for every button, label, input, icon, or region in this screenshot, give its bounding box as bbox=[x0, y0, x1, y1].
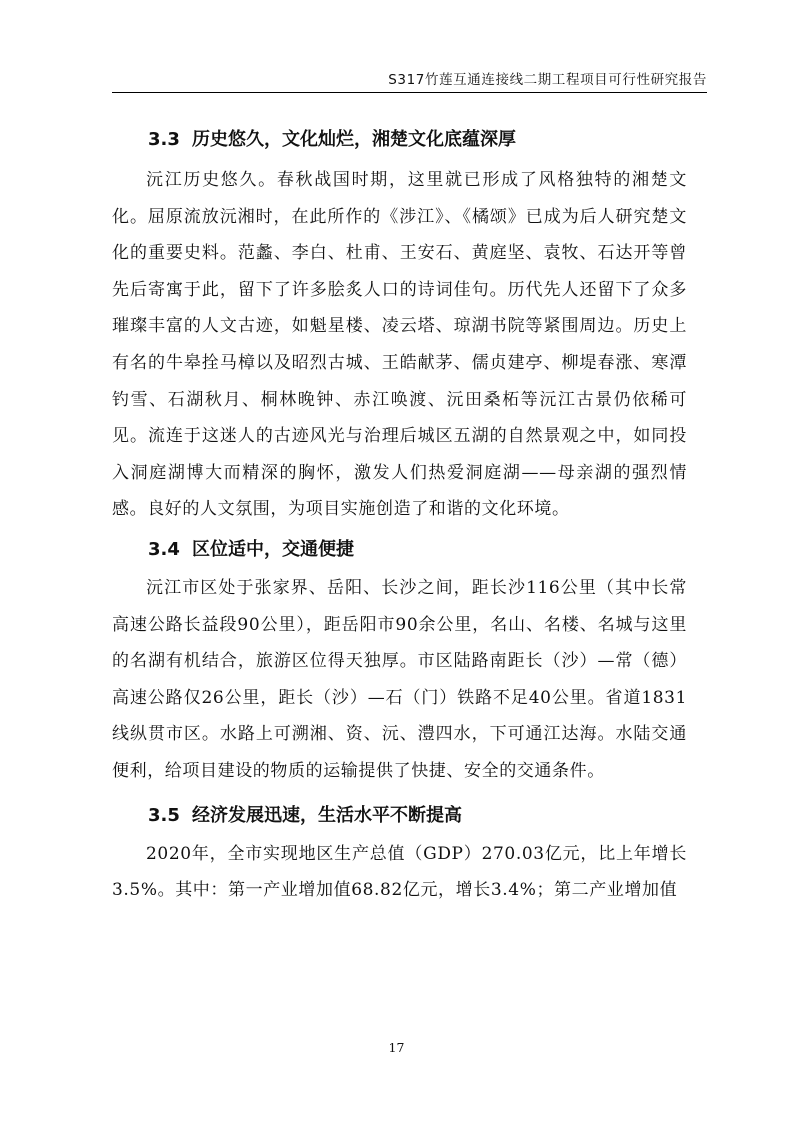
document-body bbox=[112, 122, 687, 909]
section-number: 3.5 bbox=[148, 804, 180, 826]
section-number: 3.4 bbox=[148, 538, 180, 560]
section-heading bbox=[112, 532, 687, 568]
section-paragraph: 沅江市区处于张家界、岳阳、长沙之间，距长沙116公里（其中长常高速公路长益段90公里），距岳阳市90余公里，名山、名楼、名城与这里的名湖有机结合，旅游区位得天独厚。市区陆路南距长（沙）—常（德）高速公路仅26公里，距长（沙）—石（门）铁路不足40公里。省道1831线纵贯市区。水路上可溯湘、资、沅、澧四水，下可通江达海。水陆交通便利，给项目建设的物质的运输提供了快捷、安全的交通条件。 bbox=[112, 577, 687, 781]
section-heading bbox=[112, 798, 687, 834]
page-header bbox=[112, 68, 707, 93]
section-title: 历史悠久，文化灿烂，湘楚文化底蕴深厚 bbox=[192, 129, 516, 150]
section-paragraph: 2020年，全市实现地区生产总值（GDP）270.03亿元，比上年增长3.5%。其中：第一产业增加值68.82亿元，增长3.4%；第二产业增加值 bbox=[112, 843, 687, 901]
section-title: 经济发展迅速，生活水平不断提高 bbox=[192, 804, 462, 826]
report-title: S317竹莲互通连接线二期工程项目可行性研究报告 bbox=[388, 72, 707, 88]
section-paragraph: 沅江历史悠久。春秋战国时期，这里就已形成了风格独特的湘楚文化。屈原流放沅湘时，在此所作的《涉江》、《橘颂》已成为后人研究楚文化的重要史料。范蠡、李白、杜甫、王安石、黄庭坚、袁牧、石达开等曾先后寄寓于此，留下了许多脍炙人口的诗词佳句。历代先人还留下了众多璀璨丰富的人文古迹，如魁星楼、凌云塔、琼湖书院等紧围周边。历史上有名的牛皋拴马樟以及昭烈古城、王皓献茅、儒贞建亭、柳堤春涨、寒潭钓雪、石湖秋月、桐林晚钟、赤江唤渡、沅田桑柘等沅江古景仍依稀可见。流连于这迷人的古迹风光与治理后城区五湖的自然景观之中，如同投入洞庭湖博大而精深的胸怀，激发人们热爱洞庭湖——母亲湖的强烈情感。良好的人文氛围，为项目实施创造了和谐的文化环境。 bbox=[112, 170, 687, 520]
section-title: 区位适中，交通便捷 bbox=[192, 538, 354, 560]
section-heading bbox=[112, 122, 687, 158]
section-number: 3.3 bbox=[148, 129, 180, 150]
page-number: 17 bbox=[388, 1040, 405, 1055]
